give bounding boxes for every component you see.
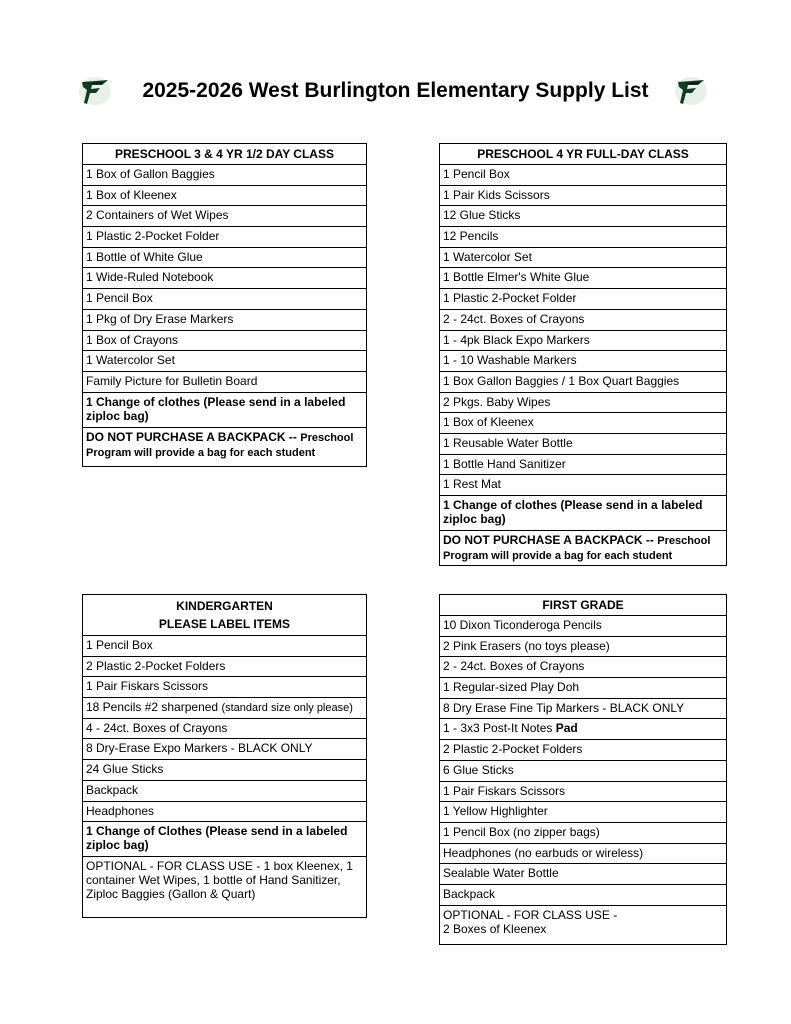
- list-item: 1 Box of Kleenex: [440, 413, 727, 434]
- list-item: 1 Pencil Box (no zipper bags): [440, 822, 727, 843]
- list-item: 24 Glue Sticks: [83, 760, 367, 781]
- pencils-item: 18 Pencils #2 sharpened: [86, 700, 219, 715]
- list-item: 1 Rest Mat: [440, 475, 727, 496]
- backpack-note-main: DO NOT PURCHASE A BACKPACK --: [86, 429, 297, 444]
- list-item: 1 Box of Kleenex: [83, 185, 367, 206]
- backpack-note-main: DO NOT PURCHASE A BACKPACK --: [443, 533, 654, 547]
- list-item: 1 Pencil Box: [83, 289, 367, 310]
- optional-note: [440, 905, 727, 944]
- list-item: 1 Bottle Elmer's White Glue: [440, 268, 727, 289]
- clothes-note: 1 Change of clothes (Please send in a labeled ziploc bag): [83, 392, 367, 427]
- optional-line-1: OPTIONAL - FOR CLASS USE -: [443, 907, 618, 922]
- list-item: 12 Pencils: [440, 227, 727, 248]
- first-grade-table: [439, 594, 727, 945]
- list-item: 1 Watercolor Set: [440, 247, 727, 268]
- pencils-note: (standard size only please): [221, 702, 353, 715]
- list-item: 1 Box Gallon Baggies / 1 Box Quart Baggies: [440, 371, 727, 392]
- list-item: 2 Pkgs. Baby Wipes: [440, 392, 727, 413]
- optional-line-2: 2 Boxes of Kleenex: [443, 921, 547, 936]
- list-item: [83, 698, 367, 719]
- list-item: 1 Bottle Hand Sanitizer: [440, 454, 727, 475]
- table-header: PRESCHOOL 3 & 4 YR 1/2 DAY CLASS: [83, 144, 367, 165]
- list-item: Headphones: [83, 801, 367, 822]
- list-item: 2 - 24ct. Boxes of Crayons: [440, 309, 727, 330]
- list-item: 1 Box of Gallon Baggies: [83, 165, 367, 186]
- backpack-note: [83, 427, 367, 466]
- kindergarten-table: [82, 594, 367, 918]
- list-item: 1 Regular-sized Play Doh: [440, 678, 727, 699]
- preschool-full-day-table: [439, 143, 727, 566]
- list-item: 1 Pencil Box: [440, 165, 727, 186]
- list-item: 1 Plastic 2-Pocket Folder: [83, 227, 367, 248]
- list-item: 1 Pair Fiskars Scissors: [440, 781, 727, 802]
- list-item: Backpack: [440, 884, 727, 905]
- falcon-logo-icon: [674, 74, 708, 108]
- list-item: 1 Wide-Ruled Notebook: [83, 268, 367, 289]
- list-item: [440, 719, 727, 740]
- list-item: 10 Dixon Ticonderoga Pencils: [440, 616, 727, 637]
- label-items-note: PLEASE LABEL ITEMS: [158, 617, 291, 631]
- list-item: 2 Containers of Wet Wipes: [83, 206, 367, 227]
- list-item: 1 Pencil Box: [83, 636, 367, 657]
- backpack-note-sub: Preschool Program will provide a bag for each student: [443, 535, 711, 562]
- backpack-note-sub: Preschool Program will provide a bag for each student: [86, 431, 354, 459]
- page-title: 2025-2026 West Burlington Elementary Supply List: [142, 79, 649, 102]
- list-item: 1 Pkg of Dry Erase Markers: [83, 309, 367, 330]
- falcon-logo-icon: [78, 74, 112, 108]
- list-item: 1 Plastic 2-Pocket Folder: [440, 289, 727, 310]
- list-item: 8 Dry-Erase Expo Markers - BLACK ONLY: [83, 739, 367, 760]
- list-item: Headphones (no earbuds or wireless): [440, 843, 727, 864]
- list-item: 1 Yellow Highlighter: [440, 802, 727, 823]
- list-item: 6 Glue Sticks: [440, 760, 727, 781]
- list-item: 2 - 24ct. Boxes of Crayons: [440, 657, 727, 678]
- table-header: FIRST GRADE: [440, 595, 727, 616]
- list-item: Backpack: [83, 780, 367, 801]
- table-header: PRESCHOOL 4 YR FULL-DAY CLASS: [440, 144, 727, 165]
- list-item: Sealable Water Bottle: [440, 864, 727, 885]
- backpack-note: [440, 531, 727, 566]
- list-item: 8 Dry Erase Fine Tip Markers - BLACK ONLY: [440, 698, 727, 719]
- clothes-note: 1 Change of clothes (Please send in a labeled ziploc bag): [440, 496, 727, 531]
- list-item: 1 Box of Crayons: [83, 330, 367, 351]
- list-item: 1 Reusable Water Bottle: [440, 433, 727, 454]
- kindergarten-title: KINDERGARTEN: [176, 599, 273, 613]
- table-header: [83, 595, 367, 636]
- optional-note: OPTIONAL - FOR CLASS USE - 1 box Kleenex, 1 container Wet Wipes, 1 bottle of Hand Sanitizer, Ziploc Baggies (Gallon & Quart): [83, 857, 367, 918]
- preschool-half-day-table: [82, 143, 367, 467]
- list-item: 12 Glue Sticks: [440, 206, 727, 227]
- list-item: 2 Plastic 2-Pocket Folders: [440, 740, 727, 761]
- list-item: Family Picture for Bulletin Board: [83, 371, 367, 392]
- list-item: 1 Bottle of White Glue: [83, 247, 367, 268]
- list-item: 1 - 10 Washable Markers: [440, 351, 727, 372]
- list-item: 2 Plastic 2-Pocket Folders: [83, 656, 367, 677]
- list-item: 1 Pair Kids Scissors: [440, 185, 727, 206]
- postit-item: 1 - 3x3 Post-It Notes: [443, 721, 553, 736]
- list-item: 1 Watercolor Set: [83, 351, 367, 372]
- list-item: 1 Pair Fiskars Scissors: [83, 677, 367, 698]
- clothes-note: 1 Change of Clothes (Please send in a labeled ziploc bag): [83, 822, 367, 857]
- list-item: 1 - 4pk Black Expo Markers: [440, 330, 727, 351]
- list-item: 2 Pink Erasers (no toys please): [440, 636, 727, 657]
- postit-pad: Pad: [555, 721, 578, 736]
- list-item: 4 - 24ct. Boxes of Crayons: [83, 718, 367, 739]
